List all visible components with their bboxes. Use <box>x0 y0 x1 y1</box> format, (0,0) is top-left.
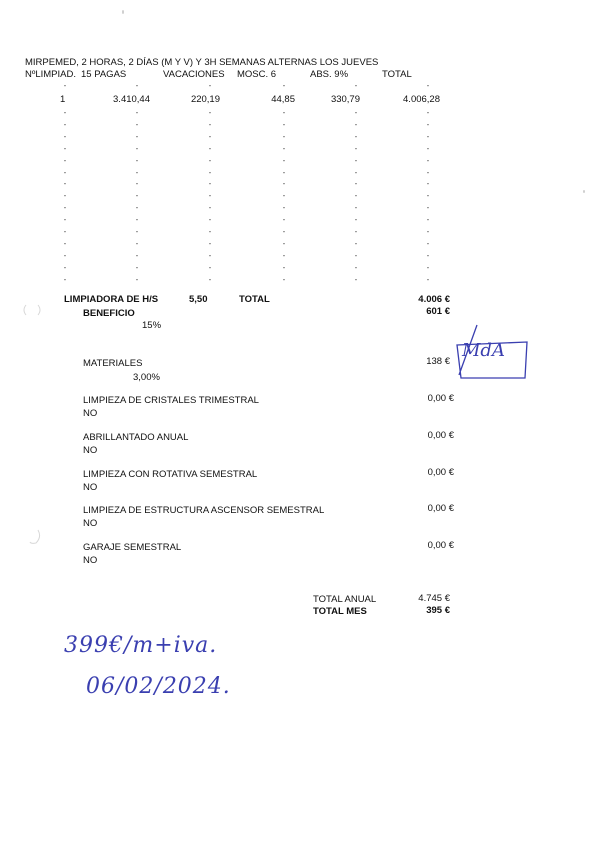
table-empty-cell: - <box>135 262 139 272</box>
table-empty-cell: - <box>426 143 430 153</box>
table-empty-cell: - <box>426 274 430 284</box>
table-empty-cell: - <box>208 203 212 213</box>
table-empty-cell: - <box>426 215 430 225</box>
col-header-mosc: MOSC. 6 <box>237 69 277 80</box>
table-empty-cell: - <box>354 274 358 284</box>
table-empty-cell: - <box>426 203 430 213</box>
punch-hole-mark <box>22 303 42 317</box>
table-empty-cell: - <box>426 108 430 117</box>
table-empty-cell: - <box>63 108 67 117</box>
table-empty-cell: - <box>63 238 67 248</box>
scan-speck <box>122 10 124 14</box>
table-empty-cell: - <box>282 238 286 248</box>
table-empty-cell: - <box>135 108 139 117</box>
table-empty-cell: - <box>282 215 286 225</box>
table-empty-cell: - <box>135 238 139 248</box>
table-empty-cell: - <box>426 262 430 272</box>
table-empty-cell: - <box>426 119 430 129</box>
table-empty-cell: - <box>63 227 67 236</box>
limpiadora-rate: 5,50 <box>189 294 208 305</box>
limpiadora-label: LIMPIADORA DE H/S <box>64 294 159 305</box>
table-empty-cell: - <box>208 274 212 284</box>
table-empty-cell: - <box>354 108 358 117</box>
table-empty-cell: - <box>135 250 139 260</box>
table-empty-cell: - <box>354 143 358 153</box>
table-empty-cell: - <box>208 108 212 117</box>
total-label: TOTAL <box>239 294 270 305</box>
col-header-total: TOTAL <box>382 69 412 80</box>
table-empty-cell: - <box>354 131 358 141</box>
table-empty-cell: - <box>135 179 139 189</box>
table-empty-cell: - <box>63 203 67 213</box>
scan-speck <box>583 190 585 193</box>
table-empty-cell: - <box>426 227 430 236</box>
table-empty-cell: - <box>208 131 212 141</box>
table-empty-cell: - <box>354 191 358 201</box>
table-empty-cell: - <box>63 215 67 225</box>
table-empty-cell: - <box>208 262 212 272</box>
table-empty-cell: - <box>208 238 212 248</box>
table-empty-cell: - <box>354 155 358 165</box>
table-empty-cell: - <box>63 155 67 165</box>
total-anual-value: 4.745 € <box>418 593 450 604</box>
service-value: 0,00 € <box>427 467 454 478</box>
table-cell: 330,79 <box>330 94 360 105</box>
service-value: 0,00 € <box>427 430 454 441</box>
table-empty-cell: - <box>282 274 286 284</box>
table-empty-cell: - <box>426 238 430 248</box>
table-empty-cell: - <box>135 143 139 153</box>
table-empty-cell: - <box>282 227 286 236</box>
table-empty-cell: - <box>63 262 67 272</box>
col-header-vacaciones: VACACIONES <box>163 69 225 80</box>
table-empty-cell: - <box>354 119 358 129</box>
table-empty-cell: - <box>135 227 139 236</box>
table-empty-cell: - <box>426 179 430 189</box>
table-empty-cell: - <box>135 191 139 201</box>
table-empty-cell: - <box>63 179 67 189</box>
table-empty-cell: - <box>63 167 67 177</box>
table-empty-cell: - <box>135 215 139 225</box>
total-value: 4.006 € <box>418 294 450 305</box>
table-empty-cell: - <box>426 250 430 260</box>
handwritten-initials: MdA <box>462 340 505 361</box>
table-empty-cell: - <box>282 108 286 117</box>
table-empty-cell: - <box>282 250 286 260</box>
service-label: GARAJE SEMESTRAL <box>83 542 182 553</box>
table-empty-cell: - <box>208 179 212 189</box>
table-empty-cell: - <box>208 155 212 165</box>
header-dash: - <box>135 81 139 90</box>
table-empty-cell: - <box>63 250 67 260</box>
table-empty-cell: - <box>282 262 286 272</box>
document-title: MIRPEMED, 2 HORAS, 2 DÍAS (M Y V) Y 3H SEMANAS ALTERNAS LOS JUEVES <box>25 57 379 68</box>
service-status: NO <box>83 555 98 566</box>
table-empty-cell: - <box>354 238 358 248</box>
service-value: 0,00 € <box>427 503 454 514</box>
table-cell: 3.410,44 <box>113 94 150 105</box>
header-dash: - <box>282 81 286 90</box>
total-mes-value: 395 € <box>426 605 450 616</box>
table-empty-cell: - <box>63 119 67 129</box>
table-empty-cell: - <box>63 274 67 284</box>
table-empty-cell: - <box>354 203 358 213</box>
table-empty-cell: - <box>135 119 139 129</box>
table-empty-cell: - <box>354 179 358 189</box>
table-empty-cell: - <box>354 215 358 225</box>
table-empty-cell: - <box>282 179 286 189</box>
header-dash: - <box>63 81 67 90</box>
table-empty-cell: - <box>208 215 212 225</box>
service-value: 0,00 € <box>427 540 454 551</box>
table-empty-cell: - <box>282 143 286 153</box>
table-empty-cell: - <box>282 203 286 213</box>
header-dash: - <box>354 81 358 90</box>
total-anual-label: TOTAL ANUAL <box>313 594 377 605</box>
service-label: LIMPIEZA CON ROTATIVA SEMESTRAL <box>83 469 258 480</box>
service-status: NO <box>83 445 98 456</box>
total-mes-label: TOTAL MES <box>313 606 367 617</box>
beneficio-pct: 15% <box>142 320 162 331</box>
table-empty-cell: - <box>208 227 212 236</box>
table-cell: 220,19 <box>190 94 220 105</box>
table-empty-cell: - <box>208 119 212 129</box>
table-empty-cell: - <box>282 167 286 177</box>
header-dash: - <box>208 81 212 90</box>
table-empty-cell: - <box>354 250 358 260</box>
table-empty-cell: - <box>208 250 212 260</box>
table-empty-cell: - <box>208 143 212 153</box>
table-empty-cell: - <box>426 155 430 165</box>
table-empty-cell: - <box>135 131 139 141</box>
materiales-pct: 3,00% <box>133 372 160 383</box>
col-header-nlimpiad: NºLIMPIAD. <box>25 69 76 80</box>
table-empty-cell: - <box>354 227 358 236</box>
table-empty-cell: - <box>135 274 139 284</box>
table-empty-cell: - <box>63 131 67 141</box>
service-status: NO <box>83 518 98 529</box>
table-empty-cell: - <box>354 262 358 272</box>
service-value: 0,00 € <box>427 393 454 404</box>
table-cell: 4.006,28 <box>403 94 440 105</box>
col-header-abs: ABS. 9% <box>310 69 349 80</box>
table-empty-cell: - <box>426 167 430 177</box>
table-empty-cell: - <box>282 131 286 141</box>
table-empty-cell: - <box>354 167 358 177</box>
materiales-value: 138 € <box>426 356 450 367</box>
beneficio-label: BENEFICIO <box>83 308 135 319</box>
service-status: NO <box>83 408 98 419</box>
table-empty-cell: - <box>282 191 286 201</box>
service-status: NO <box>83 482 98 493</box>
table-empty-cell: - <box>426 131 430 141</box>
table-cell: 44,85 <box>271 94 295 105</box>
table-empty-cell: - <box>426 191 430 201</box>
service-label: LIMPIEZA DE CRISTALES TRIMESTRAL <box>83 395 259 406</box>
service-label: ABRILLANTADO ANUAL <box>83 432 189 443</box>
materiales-label: MATERIALES <box>83 358 143 369</box>
table-cell: 1 <box>60 94 66 105</box>
table-empty-cell: - <box>63 191 67 201</box>
table-empty-cell: - <box>208 167 212 177</box>
beneficio-value: 601 € <box>426 306 450 317</box>
handwritten-date: 06/02/2024. <box>86 674 231 699</box>
table-empty-cell: - <box>282 155 286 165</box>
table-empty-cell: - <box>282 119 286 129</box>
service-label: LIMPIEZA DE ESTRUCTURA ASCENSOR SEMESTRAL <box>83 505 325 516</box>
table-empty-cell: - <box>208 191 212 201</box>
handwritten-price-note: 399€/m+iva. <box>64 633 218 658</box>
punch-hole-mark <box>28 528 42 546</box>
col-header-15-pagas: 15 PAGAS <box>81 69 127 80</box>
table-empty-cell: - <box>135 167 139 177</box>
table-empty-cell: - <box>135 155 139 165</box>
table-empty-cell: - <box>135 203 139 213</box>
header-dash: - <box>426 81 430 90</box>
table-empty-cell: - <box>63 143 67 153</box>
